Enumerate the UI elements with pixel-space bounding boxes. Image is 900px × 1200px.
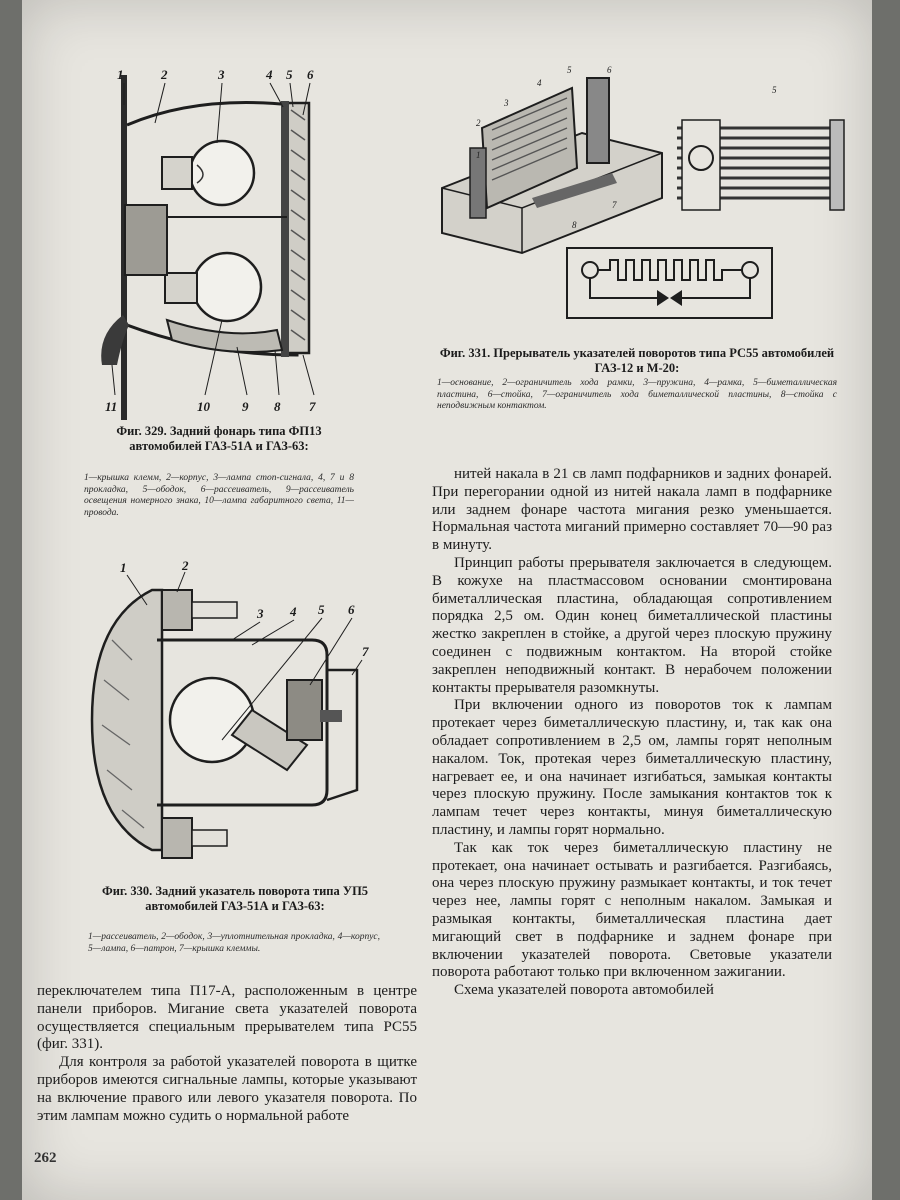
fig329-label: 4 bbox=[266, 67, 273, 82]
fig331-label: 3 bbox=[504, 98, 509, 108]
fig329-label: 2 bbox=[161, 67, 168, 82]
fig329-label: 11 bbox=[105, 399, 118, 414]
fig331-label: 4 bbox=[537, 78, 542, 88]
figure-330-turn-indicator bbox=[82, 560, 382, 880]
right-paragraph: Схема указателей поворота автомобилей bbox=[454, 982, 714, 999]
fig330-label: 2 bbox=[182, 558, 189, 573]
right-paragraph: нитей накала в 21 св ламп подфарников и задних фонарей. При перегорании одной из нитей накала ламп в подфарнике или заднем фонаре частота мигания резко уменьшается. Нормальная частота миганий примерно составляет 70—90 раз в минуту. bbox=[432, 466, 832, 554]
page-number: 262 bbox=[34, 1150, 57, 1166]
fig331-label: 5 bbox=[772, 85, 777, 95]
right-paragraph: Так как ток через биметаллическую пластину не протекает, она начинает остывать и разгибается. Разгибаясь, она через плоскую пружину размыкает контакты, и ток течет через нее, лампы горят с неполным накалом. Замыкая и размыкая контакты, биметаллическая пластина дает мигающий свет в подфарнике и заднем фонаре при включении указателей поворота. Световые указатели поворота работают только при включенном зажигании. bbox=[432, 839, 832, 981]
fig329-label: 8 bbox=[274, 399, 281, 414]
bimetal-strip-detail bbox=[677, 120, 844, 210]
fig330-caption: Фиг. 330. Задний указатель поворота типа УП5 автомобилей ГАЗ-51А и ГАЗ-63: bbox=[101, 884, 369, 913]
fig329-label: 10 bbox=[197, 399, 210, 414]
fig329-label: 3 bbox=[218, 67, 225, 82]
fig331-label: 6 bbox=[607, 65, 612, 75]
right-column-text bbox=[432, 466, 832, 1000]
book-page bbox=[22, 0, 872, 1200]
fig330-label: 5 bbox=[318, 602, 325, 617]
fig331-label: 7 bbox=[612, 200, 617, 210]
figure-331-flasher bbox=[432, 58, 852, 338]
fig329-label: 1 bbox=[117, 67, 124, 82]
left-column-text bbox=[37, 983, 417, 1125]
fig331-label: 2 bbox=[476, 118, 481, 128]
fig331-label: 5 bbox=[567, 65, 572, 75]
fig330-label: 7 bbox=[362, 644, 369, 659]
left-paragraph: переключателем типа П17-А, расположенным в центре панели приборов. Мигание света указателей поворота осуществляется специальным прерывателем типа РС55 (фиг. 331). bbox=[37, 983, 417, 1053]
left-paragraph: Для контроля за работой указателей поворота в щитке приборов имеются сигнальные лампы, которые указывают на включение правого или левого указателя поворота. По этим лампам можно судить о нормальной работе bbox=[37, 1054, 417, 1124]
right-paragraph: При включении одного из поворотов ток к лампам протекает через биметаллическую пластину, и, так как она обладает сопротивлением в 2,5 ом, лампы горят неполным накалом. Ток, протекая через биметаллическую пластину, нагревает ее, и она начинает изгибаться, замыкая контакты через плоскую пружину. После замыкания контактов ток к лампам течет через контакты, минуя биметаллическую пластину, и лампы горят нормально. bbox=[432, 697, 832, 838]
fig330-legend: 1—рассеиватель, 2—ободок, 3—уплотнительная прокладка, 4—корпус, 5—лампа, 6—патрон, 7—крышка клеммы. bbox=[88, 932, 380, 954]
fig329-legend: 1—крышка клемм, 2—корпус, 3—лампа стоп-сигнала, 4, 7 и 8 прокладка, 5—ободок, 6—рассеиватель, 9—рассеиватель освещения номерного знака, 10—лампа габаритного света, 11—провода. bbox=[84, 473, 354, 518]
fig330-label: 1 bbox=[120, 560, 127, 575]
fig330-label: 4 bbox=[290, 604, 297, 619]
fig331-label: 8 bbox=[572, 220, 577, 230]
fig331-caption: Фиг. 331. Прерыватель указателей поворотов типа РС55 автомобилей ГАЗ-12 и М-20: bbox=[439, 346, 835, 375]
fig331-legend: 1—основание, 2—ограничитель хода рамки, 3—пружина, 4—рамка, 5—биметаллическая пластина, 6—стойка, 7—ограничитель хода биметаллической пластины, 8—стойка с неподвижным контактом. bbox=[437, 378, 837, 411]
fig329-label: 6 bbox=[307, 67, 314, 82]
fig329-label: 5 bbox=[286, 67, 293, 82]
fig330-label: 3 bbox=[257, 606, 264, 621]
right-paragraph: Принцип работы прерывателя заключается в следующем. В кожухе на пластмассовом основании смонтирована биметаллическая пластина, обладающая сопротивлением порядка 2,5 ом. Один конец биметаллической пластины жестко закреплен в стойке, а другой через плоскую пружину соединен с подвижным контактом. На второй стойке закреплен неподвижный контакт. В нерабочем положении контакты прерывателя разомкнуты. bbox=[432, 554, 832, 696]
fig329-label: 7 bbox=[309, 399, 316, 414]
fig329-label: 9 bbox=[242, 399, 249, 414]
fig331-label: 1 bbox=[476, 150, 481, 160]
figure-329-tail-lamp bbox=[77, 65, 367, 425]
fig330-label: 6 bbox=[348, 602, 355, 617]
fig329-caption: Фиг. 329. Задний фонарь типа ФП13 автомобилей ГАЗ-51А и ГАЗ-63: bbox=[116, 424, 322, 453]
